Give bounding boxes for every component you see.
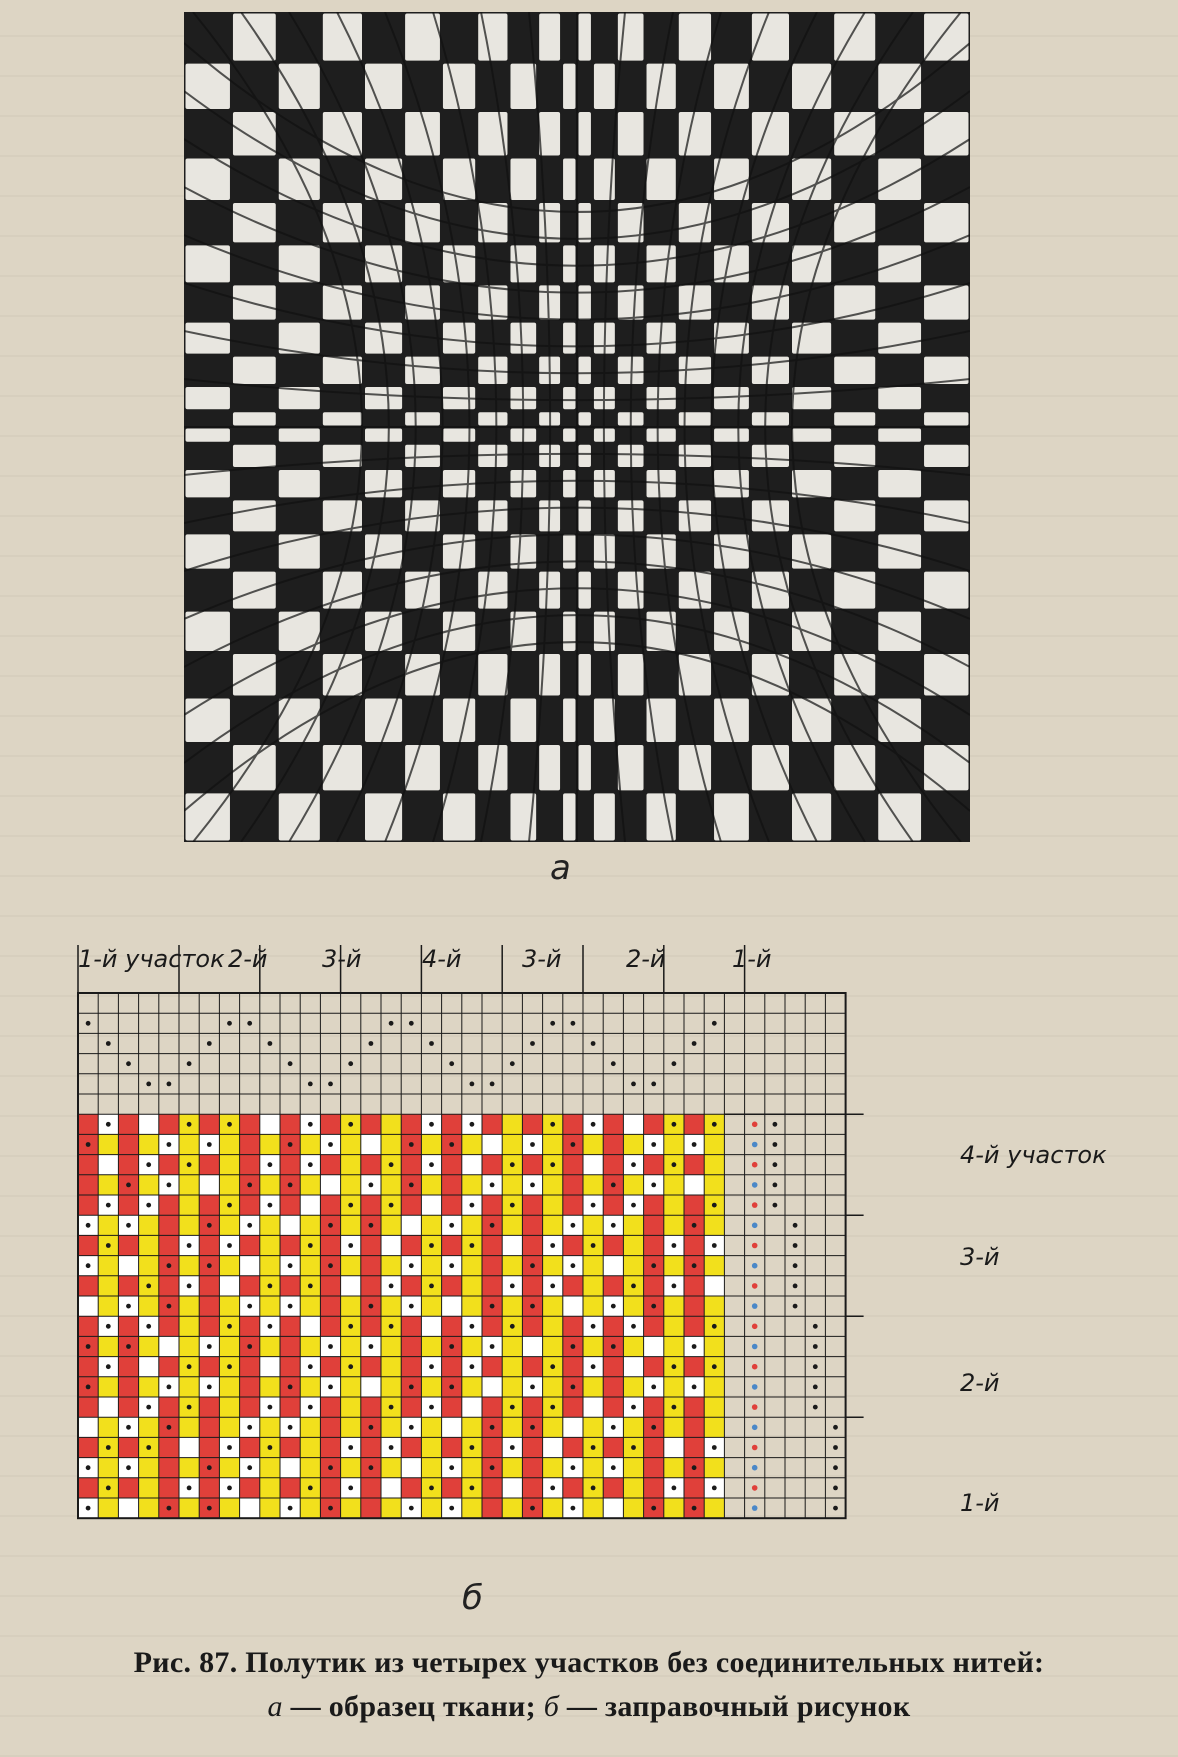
top-label-2: 2-й (228, 945, 268, 973)
caption-a-text: — образец ткани; (282, 1690, 544, 1723)
top-label-1: 1-й участок (78, 945, 225, 973)
label-b: б (462, 1578, 483, 1618)
top-label-3: 3-й (322, 945, 362, 973)
label-a: а (550, 848, 571, 888)
right-label-4: 1-й (960, 1489, 1000, 1517)
figure-caption-line2 (0, 1690, 1178, 1724)
top-label-4: 4-й (422, 945, 462, 973)
weaving-draft (60, 945, 1160, 1575)
figure-caption-line1: Рис. 87. Полутик из четырех участков без соединительных нитей: (133, 1646, 1045, 1679)
caption-b-text: — заправочный рисунок (559, 1690, 911, 1723)
top-label-7: 1-й (732, 945, 772, 973)
right-label-2: 3-й (960, 1243, 1000, 1271)
caption-b-letter: б (543, 1690, 560, 1723)
right-label-3: 2-й (960, 1369, 1000, 1397)
caption-a-letter: а (267, 1690, 283, 1723)
fabric-sample-photo (184, 12, 970, 842)
top-label-5: 3-й (522, 945, 562, 973)
right-label-1: 4-й участок (960, 1141, 1107, 1169)
top-label-6: 2-й (626, 945, 666, 973)
